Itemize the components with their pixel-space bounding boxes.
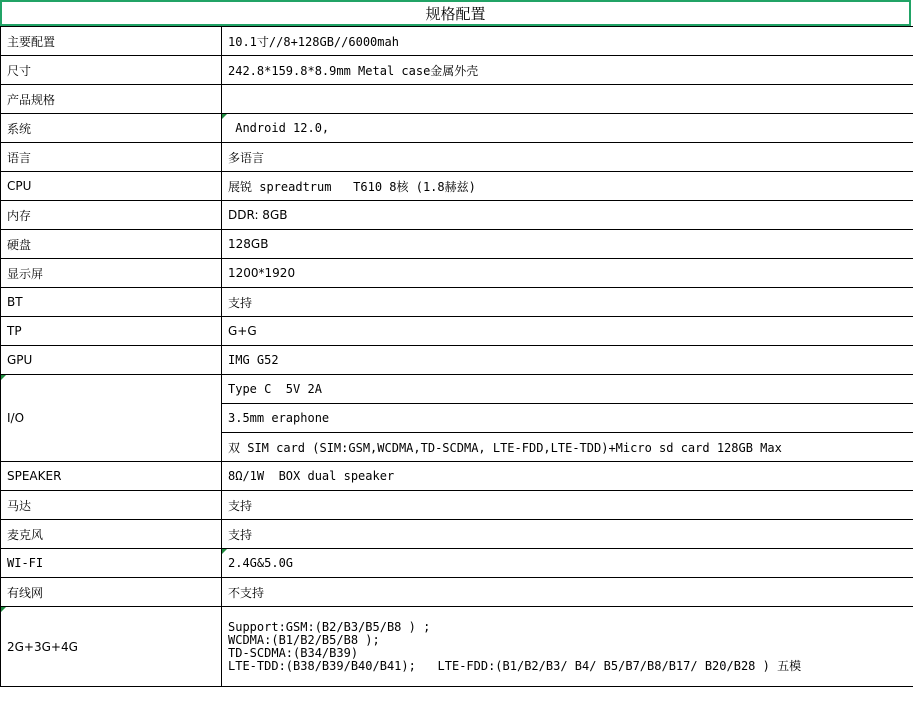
label-cell[interactable]: 麦克风 (1, 520, 222, 549)
value-cell[interactable]: 支持 (222, 491, 913, 520)
label-cell[interactable]: SPEAKER (1, 462, 222, 491)
label-cell[interactable]: 产品规格 (1, 85, 222, 114)
label-cell[interactable]: 主要配置 (1, 27, 222, 56)
cell-marker (222, 114, 227, 119)
table-row (1, 491, 913, 520)
label-cell[interactable]: 系统 (1, 114, 222, 143)
table-row (1, 259, 913, 288)
label-cell[interactable] (1, 607, 222, 687)
table-title[interactable]: 规格配置 (0, 0, 911, 26)
table-row (1, 27, 913, 56)
label-cell[interactable]: CPU (1, 172, 222, 201)
table-row (1, 607, 913, 687)
table-row (1, 578, 913, 607)
value-cell[interactable]: 3.5mm eraphone (222, 404, 913, 433)
value-cell[interactable]: Type C 5V 2A (222, 375, 913, 404)
table-row (1, 114, 913, 143)
value-cell[interactable]: 242.8*159.8*8.9mm Metal case金属外壳 (222, 56, 913, 85)
cell-marker (222, 549, 227, 554)
table-row (1, 462, 913, 491)
label-cell[interactable]: 硬盘 (1, 230, 222, 259)
value-cell[interactable]: 1200*1920 (222, 259, 913, 288)
network-line: TD-SCDMA:(B34/B39) (228, 645, 359, 660)
value-cell[interactable]: G+G (222, 317, 913, 346)
value-cell[interactable]: 128GB (222, 230, 913, 259)
table-row (1, 288, 913, 317)
value-cell[interactable]: 不支持 (222, 578, 913, 607)
cell-marker (1, 375, 6, 380)
label-cell[interactable]: GPU (1, 346, 222, 375)
cell-marker (1, 607, 6, 612)
value-cell[interactable]: 支持 (222, 288, 913, 317)
label-cell[interactable]: WI-FI (1, 549, 222, 578)
value-cell[interactable]: DDR: 8GB (222, 201, 913, 230)
table-row (1, 56, 913, 85)
table-row (1, 520, 913, 549)
table-row (1, 230, 913, 259)
network-line: LTE-TDD:(B38/B39/B40/B41); LTE-FDD:(B1/B2/B3/ B4/ B5/B7/B8/B17/ B20/B28 ) 五模 (228, 658, 802, 673)
table-row (1, 201, 913, 230)
label-cell[interactable]: 内存 (1, 201, 222, 230)
value-cell[interactable]: 8Ω/1W BOX dual speaker (222, 462, 913, 491)
value-cell[interactable] (222, 549, 913, 578)
table-row (1, 375, 913, 404)
value-cell[interactable]: IMG G52 (222, 346, 913, 375)
table-row (1, 346, 913, 375)
value-cell[interactable]: 10.1寸//8+128GB//6000mah (222, 27, 913, 56)
cell-text: Android 12.0, (228, 121, 330, 135)
value-cell[interactable]: 多语言 (222, 143, 913, 172)
value-cell[interactable]: 展锐 spreadtrum T610 8核 (1.8赫兹) (222, 172, 913, 201)
label-cell[interactable]: 马达 (1, 491, 222, 520)
table-row (1, 172, 913, 201)
value-cell[interactable] (222, 607, 913, 687)
label-cell[interactable] (1, 375, 222, 462)
cell-text: 2G+3G+4G (7, 639, 78, 654)
label-cell[interactable]: TP (1, 317, 222, 346)
network-line: WCDMA:(B1/B2/B5/B8 ); (228, 632, 380, 647)
table-row (1, 143, 913, 172)
table-row (1, 549, 913, 578)
label-cell[interactable]: 语言 (1, 143, 222, 172)
value-cell[interactable] (222, 114, 913, 143)
label-cell[interactable]: 显示屏 (1, 259, 222, 288)
table-row (1, 85, 913, 114)
cell-text: 2.4G&5.0G (228, 556, 294, 570)
label-cell[interactable]: 有线网 (1, 578, 222, 607)
value-cell[interactable] (222, 85, 913, 114)
label-cell[interactable]: 尺寸 (1, 56, 222, 85)
spec-table (0, 26, 913, 687)
network-line: Support:GSM:(B2/B3/B5/B8 ) ; (228, 619, 431, 634)
value-cell[interactable]: 双 SIM card (SIM:GSM,WCDMA,TD-SCDMA, LTE-FDD,LTE-TDD)+Micro sd card 128GB Max (222, 433, 913, 462)
value-cell[interactable]: 支持 (222, 520, 913, 549)
table-row (1, 317, 913, 346)
label-cell[interactable]: BT (1, 288, 222, 317)
cell-text: I/O (7, 411, 25, 425)
